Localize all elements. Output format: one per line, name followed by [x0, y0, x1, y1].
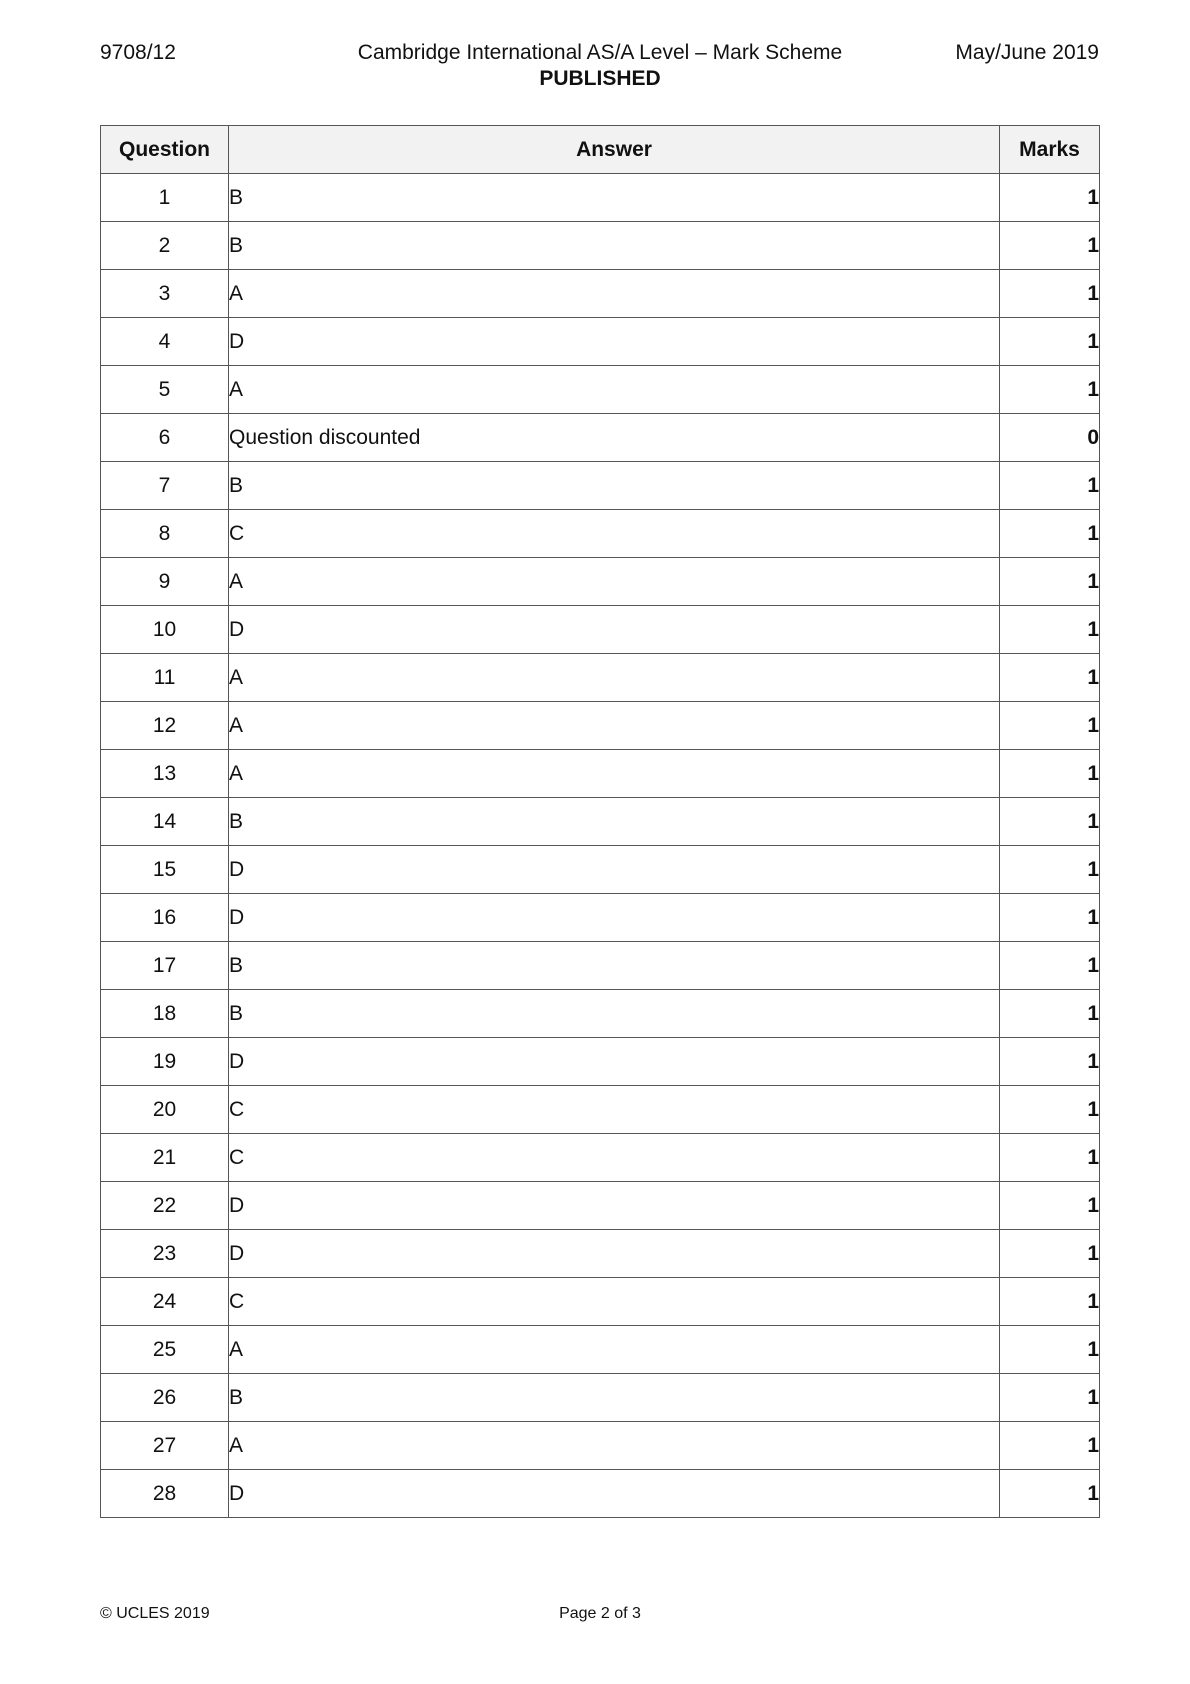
question-cell: 22 — [101, 1182, 229, 1230]
marks-cell: 1 — [1000, 654, 1100, 702]
answer-cell: C — [229, 1134, 1000, 1182]
table-row — [101, 318, 1100, 366]
question-cell: 19 — [101, 1038, 229, 1086]
answer-cell: D — [229, 1470, 1000, 1518]
table-row — [101, 1230, 1100, 1278]
answer-cell: D — [229, 1038, 1000, 1086]
table-row — [101, 1374, 1100, 1422]
answer-cell: B — [229, 990, 1000, 1038]
question-cell: 14 — [101, 798, 229, 846]
answer-cell: D — [229, 318, 1000, 366]
marks-cell: 1 — [1000, 942, 1100, 990]
table-row — [101, 942, 1100, 990]
table-row — [101, 1038, 1100, 1086]
answer-cell: A — [229, 1422, 1000, 1470]
table-row — [101, 174, 1100, 222]
answer-cell: D — [229, 894, 1000, 942]
copyright-notice: © UCLES 2019 — [100, 1605, 210, 1622]
question-cell: 15 — [101, 846, 229, 894]
question-cell: 23 — [101, 1230, 229, 1278]
table-row — [101, 894, 1100, 942]
table-row — [101, 366, 1100, 414]
marks-cell: 1 — [1000, 510, 1100, 558]
marks-cell: 1 — [1000, 366, 1100, 414]
question-cell: 24 — [101, 1278, 229, 1326]
marks-cell: 1 — [1000, 1182, 1100, 1230]
marks-cell: 1 — [1000, 1374, 1100, 1422]
syllabus-code: 9708/12 — [100, 41, 176, 64]
marks-cell: 1 — [1000, 1326, 1100, 1374]
answer-cell: B — [229, 942, 1000, 990]
question-cell: 3 — [101, 270, 229, 318]
document-title: Cambridge International AS/A Level – Mark Scheme — [357, 41, 843, 64]
answer-cell: A — [229, 1326, 1000, 1374]
answer-cell: B — [229, 222, 1000, 270]
table-row — [101, 558, 1100, 606]
marks-cell: 1 — [1000, 222, 1100, 270]
table-row — [101, 1326, 1100, 1374]
question-cell: 28 — [101, 1470, 229, 1518]
question-cell: 4 — [101, 318, 229, 366]
marks-cell: 1 — [1000, 1086, 1100, 1134]
table-row — [101, 702, 1100, 750]
question-cell: 13 — [101, 750, 229, 798]
question-cell: 12 — [101, 702, 229, 750]
answer-cell: D — [229, 1182, 1000, 1230]
marks-cell: 1 — [1000, 1422, 1100, 1470]
answer-cell: A — [229, 558, 1000, 606]
question-cell: 2 — [101, 222, 229, 270]
marks-cell: 1 — [1000, 270, 1100, 318]
question-cell: 21 — [101, 1134, 229, 1182]
table-row — [101, 1470, 1100, 1518]
question-cell: 27 — [101, 1422, 229, 1470]
table-row — [101, 1182, 1100, 1230]
answer-cell: B — [229, 1374, 1000, 1422]
marks-cell: 1 — [1000, 702, 1100, 750]
answer-cell: A — [229, 270, 1000, 318]
table-row — [101, 1134, 1100, 1182]
table-body — [101, 174, 1100, 1518]
column-header-answer: Answer — [229, 126, 1000, 174]
question-cell: 17 — [101, 942, 229, 990]
question-cell: 8 — [101, 510, 229, 558]
question-cell: 20 — [101, 1086, 229, 1134]
question-cell: 10 — [101, 606, 229, 654]
answer-cell: C — [229, 510, 1000, 558]
marks-cell: 1 — [1000, 798, 1100, 846]
question-cell: 11 — [101, 654, 229, 702]
marks-cell: 1 — [1000, 894, 1100, 942]
marks-cell: 1 — [1000, 1038, 1100, 1086]
marks-cell: 1 — [1000, 606, 1100, 654]
marks-cell: 1 — [1000, 846, 1100, 894]
table-header-row — [101, 126, 1100, 174]
answer-cell: Question discounted — [229, 414, 1000, 462]
table-row — [101, 750, 1100, 798]
answer-cell: A — [229, 702, 1000, 750]
table-row — [101, 846, 1100, 894]
marks-cell: 1 — [1000, 1230, 1100, 1278]
answer-cell: B — [229, 798, 1000, 846]
table-row — [101, 222, 1100, 270]
table-row — [101, 510, 1100, 558]
exam-session: May/June 2019 — [955, 41, 1099, 64]
answer-cell: A — [229, 654, 1000, 702]
table-row — [101, 990, 1100, 1038]
marks-cell: 1 — [1000, 990, 1100, 1038]
answer-cell: D — [229, 846, 1000, 894]
answer-cell: C — [229, 1278, 1000, 1326]
marks-cell: 1 — [1000, 1278, 1100, 1326]
answer-cell: A — [229, 750, 1000, 798]
question-cell: 25 — [101, 1326, 229, 1374]
marks-cell: 1 — [1000, 318, 1100, 366]
table-row — [101, 654, 1100, 702]
answer-cell: B — [229, 462, 1000, 510]
marks-cell: 1 — [1000, 558, 1100, 606]
question-cell: 26 — [101, 1374, 229, 1422]
table-row — [101, 462, 1100, 510]
column-header-marks: Marks — [1000, 126, 1100, 174]
question-cell: 9 — [101, 558, 229, 606]
question-cell: 1 — [101, 174, 229, 222]
mark-scheme-table — [100, 125, 1100, 1518]
question-cell: 16 — [101, 894, 229, 942]
published-label: PUBLISHED — [539, 67, 661, 90]
marks-cell: 1 — [1000, 462, 1100, 510]
answer-cell: D — [229, 1230, 1000, 1278]
table-row — [101, 270, 1100, 318]
question-cell: 5 — [101, 366, 229, 414]
marks-cell: 1 — [1000, 750, 1100, 798]
question-cell: 6 — [101, 414, 229, 462]
question-cell: 18 — [101, 990, 229, 1038]
marks-cell: 1 — [1000, 1470, 1100, 1518]
answer-cell: C — [229, 1086, 1000, 1134]
marks-cell: 1 — [1000, 1134, 1100, 1182]
answer-cell: B — [229, 174, 1000, 222]
answer-cell: A — [229, 366, 1000, 414]
marks-cell: 1 — [1000, 174, 1100, 222]
table-row — [101, 1422, 1100, 1470]
table-row — [101, 1278, 1100, 1326]
table-row — [101, 414, 1100, 462]
table-row — [101, 1086, 1100, 1134]
table-row — [101, 606, 1100, 654]
column-header-question: Question — [101, 126, 229, 174]
table-row — [101, 798, 1100, 846]
question-cell: 7 — [101, 462, 229, 510]
marks-cell: 0 — [1000, 414, 1100, 462]
page-number: Page 2 of 3 — [559, 1605, 641, 1622]
answer-cell: D — [229, 606, 1000, 654]
